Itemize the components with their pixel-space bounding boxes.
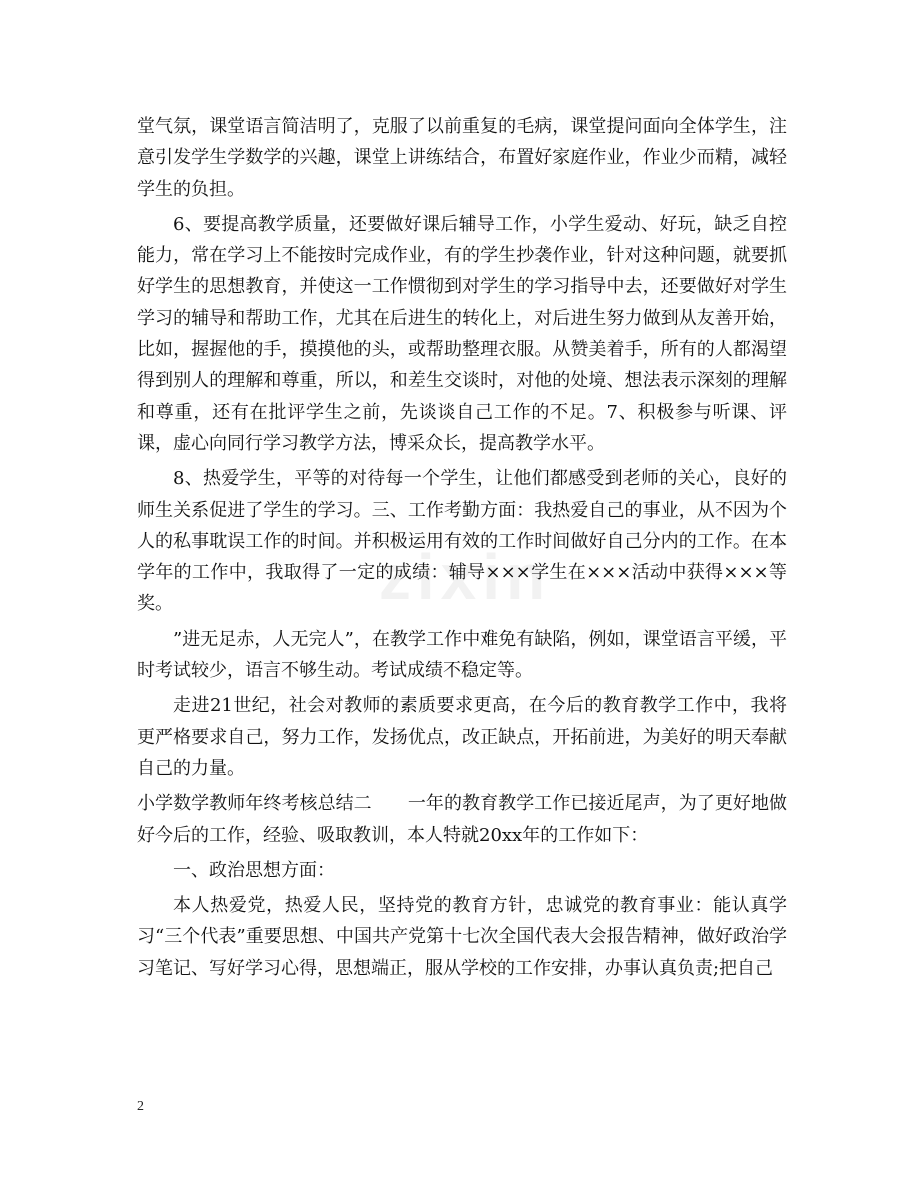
paragraph-item-6: 6、要提高教学质量，还要做好课后辅导工作，小学生爱动、好玩，缺乏自控能力，常在学习上不能按时完成作业，有的学生抄袭作业，针对这种问题，就要抓好学生的思想教育，并使这一工作惯彻到对学生的学习指导中去，还要做好对学生学习的辅导和帮助工作，尤其在后进生的转化上，对后进生努力做到从友善开始，比如，握握他的手，摸摸他的头，或帮助整理衣服。从赞美着手，所有的人都渴望得到别人的理解和尊重，所以，和差生交谈时，对他的处境、想法表示深刻的理解和尊重，还有在批评学生之前，先谈谈自己工作的不足。7、积极参与听课、评课，虚心向同行学习教学方法，博采众长，提高教学水平。 [137, 213, 787, 454]
page-number: 2 [137, 1099, 144, 1114]
paragraph-21st-century: 走进21世纪，社会对教师的素质要求更高，在今后的教育教学工作中，我将更严格要求自己，努力工作，发扬优点，改正缺点，开拓前进，为美好的明天奉献自己的力量。 [137, 695, 787, 779]
section-heading-political-thought: 一、政治思想方面： [173, 859, 335, 881]
watermark: zixin [378, 541, 552, 613]
paragraph-political-thought: 本人热爱党，热爱人民，坚持党的教育方针，忠诚党的教育事业：能认真学习“三个代表”重要思想、中国共产党第十七次全国代表大会报告精神，做好政治学习笔记、写好学习心得，思想端正，服从学校的工作安排，办事认真负责;把自己 [137, 895, 787, 979]
paragraph-shortcomings: ”进无足赤，人无完人”，在教学工作中难免有缺陷，例如，课堂语言平缓，平时考试较少，语言不够生动。考试成绩不稳定等。 [137, 628, 787, 682]
document-body [137, 111, 787, 984]
paragraph-classroom-atmosphere: 堂气氛，课堂语言简洁明了，克服了以前重复的毛病，课堂提问面向全体学生，注意引发学生学数学的兴趣，课堂上讲练结合，布置好家庭作业，作业少而精，减轻学生的负担。 [137, 116, 787, 200]
paragraph-item-8: 8、热爱学生，平等的对待每一个学生，让他们都感受到老师的关心，良好的师生关系促进了学生的学习。三、工作考勤方面：我热爱自己的事业，从不因为个人的私事耽误工作的时间。并积极运用有效的工作时间做好自己分内的工作。在本学年的工作中，我取得了一定的成绩：辅导×××学生在×××活动中获得×××等奖。 [137, 468, 787, 615]
paragraph-summary-two-heading: 小学数学教师年终考核总结二 一年的教育教学工作已接近尾声，为了更好地做好今后的工作，经验、吸取教训，本人特就20xx年的工作如下： [137, 793, 787, 846]
